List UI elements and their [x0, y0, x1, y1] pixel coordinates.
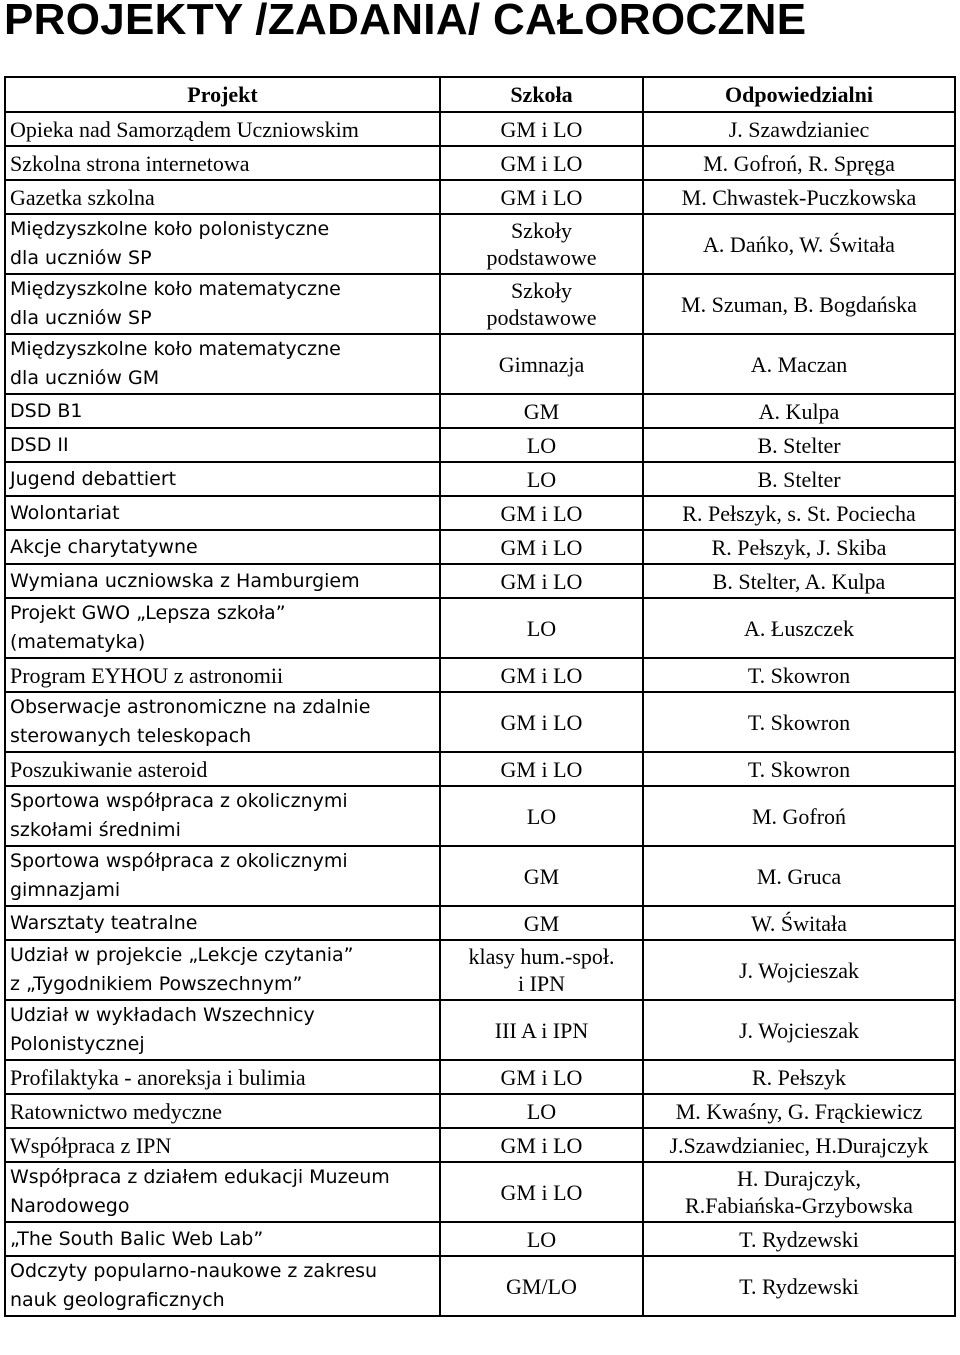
- cell-project: Profilaktyka - anoreksja i bulimia: [5, 1060, 440, 1094]
- cell-responsible: A. Dańko, W. Świtała: [643, 214, 955, 274]
- cell-school: LO: [440, 598, 643, 658]
- header-responsible: Odpowiedzialni: [643, 77, 955, 112]
- cell-responsible: T. Rydzewski: [643, 1222, 955, 1256]
- cell-project: Jugend debattiert: [5, 462, 440, 496]
- table-row: [5, 1094, 955, 1128]
- table-row: [5, 334, 955, 394]
- cell-school: GM i LO: [440, 1128, 643, 1162]
- cell-school: LO: [440, 1094, 643, 1128]
- table-row: [5, 1000, 955, 1060]
- cell-responsible: A. Łuszczek: [643, 598, 955, 658]
- cell-school: GM: [440, 906, 643, 940]
- cell-project: „The South Balic Web Lab”: [5, 1222, 440, 1256]
- cell-responsible: T. Skowron: [643, 752, 955, 786]
- table-row: [5, 692, 955, 752]
- table-row: [5, 1222, 955, 1256]
- table-row: [5, 394, 955, 428]
- table-row: [5, 906, 955, 940]
- cell-school: GM i LO: [440, 496, 643, 530]
- cell-project: Międzyszkolne koło polonistyczne dla uczniów SP: [5, 214, 440, 274]
- cell-school: III A i IPN: [440, 1000, 643, 1060]
- cell-school: LO: [440, 462, 643, 496]
- cell-school: GM i LO: [440, 752, 643, 786]
- table-row: [5, 1060, 955, 1094]
- table-row: [5, 658, 955, 692]
- table-row: [5, 462, 955, 496]
- cell-project: Sportowa współpraca z okolicznymi szkołami średnimi: [5, 786, 440, 846]
- cell-project: Sportowa współpraca z okolicznymi gimnazjami: [5, 846, 440, 906]
- cell-school: GM i LO: [440, 658, 643, 692]
- table-row: [5, 564, 955, 598]
- cell-school: Szkoły podstawowe: [440, 274, 643, 334]
- table-row: [5, 274, 955, 334]
- header-school: Szkoła: [440, 77, 643, 112]
- cell-project: Odczyty popularno-naukowe z zakresu nauk geolograficznych: [5, 1256, 440, 1316]
- cell-project: DSD B1: [5, 394, 440, 428]
- cell-school: GM i LO: [440, 1060, 643, 1094]
- cell-school: GM: [440, 394, 643, 428]
- cell-responsible: M. Kwaśny, G. Frąckiewicz: [643, 1094, 955, 1128]
- cell-responsible: R. Pełszyk, J. Skiba: [643, 530, 955, 564]
- cell-project: Międzyszkolne koło matematyczne dla uczniów SP: [5, 274, 440, 334]
- cell-responsible: M. Gofroń, R. Spręga: [643, 146, 955, 180]
- cell-project: Program EYHOU z astronomii: [5, 658, 440, 692]
- cell-responsible: J. Szawdzianiec: [643, 112, 955, 146]
- cell-project: Wolontariat: [5, 496, 440, 530]
- table-row: [5, 752, 955, 786]
- table-row: [5, 1162, 955, 1222]
- table-row: [5, 112, 955, 146]
- cell-project: Udział w wykładach Wszechnicy Polonistycznej: [5, 1000, 440, 1060]
- cell-school: Szkoły podstawowe: [440, 214, 643, 274]
- table-row: [5, 146, 955, 180]
- cell-responsible: M. Chwastek-Puczkowska: [643, 180, 955, 214]
- cell-project: Opieka nad Samorządem Uczniowskim: [5, 112, 440, 146]
- cell-responsible: R. Pełszyk, s. St. Pociecha: [643, 496, 955, 530]
- cell-responsible: J. Wojcieszak: [643, 1000, 955, 1060]
- cell-responsible: M. Szuman, B. Bogdańska: [643, 274, 955, 334]
- cell-project: Projekt GWO „Lepsza szkoła” (matematyka): [5, 598, 440, 658]
- table-row: [5, 428, 955, 462]
- cell-responsible: J.Szawdzianiec, H.Durajczyk: [643, 1128, 955, 1162]
- table-row: [5, 1128, 955, 1162]
- cell-project: Obserwacje astronomiczne na zdalnie sterowanych teleskopach: [5, 692, 440, 752]
- cell-project: Warsztaty teatralne: [5, 906, 440, 940]
- cell-school: Gimnazja: [440, 334, 643, 394]
- cell-responsible: A. Maczan: [643, 334, 955, 394]
- cell-responsible: B. Stelter, A. Kulpa: [643, 564, 955, 598]
- table-row: [5, 846, 955, 906]
- cell-responsible: T. Rydzewski: [643, 1256, 955, 1316]
- table-row: [5, 786, 955, 846]
- table-row: [5, 214, 955, 274]
- cell-responsible: B. Stelter: [643, 462, 955, 496]
- cell-school: GM i LO: [440, 146, 643, 180]
- table-body: [5, 112, 955, 1316]
- cell-project: Współpraca z IPN: [5, 1128, 440, 1162]
- table-row: [5, 530, 955, 564]
- cell-responsible: R. Pełszyk: [643, 1060, 955, 1094]
- cell-project: Współpraca z działem edukacji Muzeum Narodowego: [5, 1162, 440, 1222]
- table-row: [5, 180, 955, 214]
- cell-school: GM i LO: [440, 112, 643, 146]
- cell-school: GM i LO: [440, 564, 643, 598]
- table-row: [5, 598, 955, 658]
- cell-project: Gazetka szkolna: [5, 180, 440, 214]
- cell-school: GM i LO: [440, 180, 643, 214]
- cell-responsible: A. Kulpa: [643, 394, 955, 428]
- cell-project: Ratownictwo medyczne: [5, 1094, 440, 1128]
- cell-project: Międzyszkolne koło matematyczne dla uczniów GM: [5, 334, 440, 394]
- cell-responsible: M. Gruca: [643, 846, 955, 906]
- cell-project: Akcje charytatywne: [5, 530, 440, 564]
- cell-project: Szkolna strona internetowa: [5, 146, 440, 180]
- cell-school: GM i LO: [440, 1162, 643, 1222]
- cell-project: Udział w projekcie „Lekcje czytania” z „Tygodnikiem Powszechnym”: [5, 940, 440, 1000]
- cell-responsible: T. Skowron: [643, 692, 955, 752]
- cell-school: LO: [440, 428, 643, 462]
- cell-school: GM i LO: [440, 692, 643, 752]
- header-project: Projekt: [5, 77, 440, 112]
- cell-school: LO: [440, 786, 643, 846]
- cell-school: LO: [440, 1222, 643, 1256]
- table-row: [5, 496, 955, 530]
- page-title: PROJEKTY /ZADANIA/ CAŁOROCZNE: [4, 0, 807, 44]
- cell-school: GM/LO: [440, 1256, 643, 1316]
- cell-project: Poszukiwanie asteroid: [5, 752, 440, 786]
- cell-school: klasy hum.-społ. i IPN: [440, 940, 643, 1000]
- cell-responsible: B. Stelter: [643, 428, 955, 462]
- cell-responsible: W. Świtała: [643, 906, 955, 940]
- cell-responsible: J. Wojcieszak: [643, 940, 955, 1000]
- cell-school: GM i LO: [440, 530, 643, 564]
- cell-responsible: H. Durajczyk, R.Fabiańska-Grzybowska: [643, 1162, 955, 1222]
- projects-table: [4, 76, 956, 1317]
- table-row: [5, 940, 955, 1000]
- cell-project: DSD II: [5, 428, 440, 462]
- table-row: [5, 1256, 955, 1316]
- cell-project: Wymiana uczniowska z Hamburgiem: [5, 564, 440, 598]
- cell-responsible: M. Gofroń: [643, 786, 955, 846]
- cell-school: GM: [440, 846, 643, 906]
- cell-responsible: T. Skowron: [643, 658, 955, 692]
- table-header-row: [5, 77, 955, 112]
